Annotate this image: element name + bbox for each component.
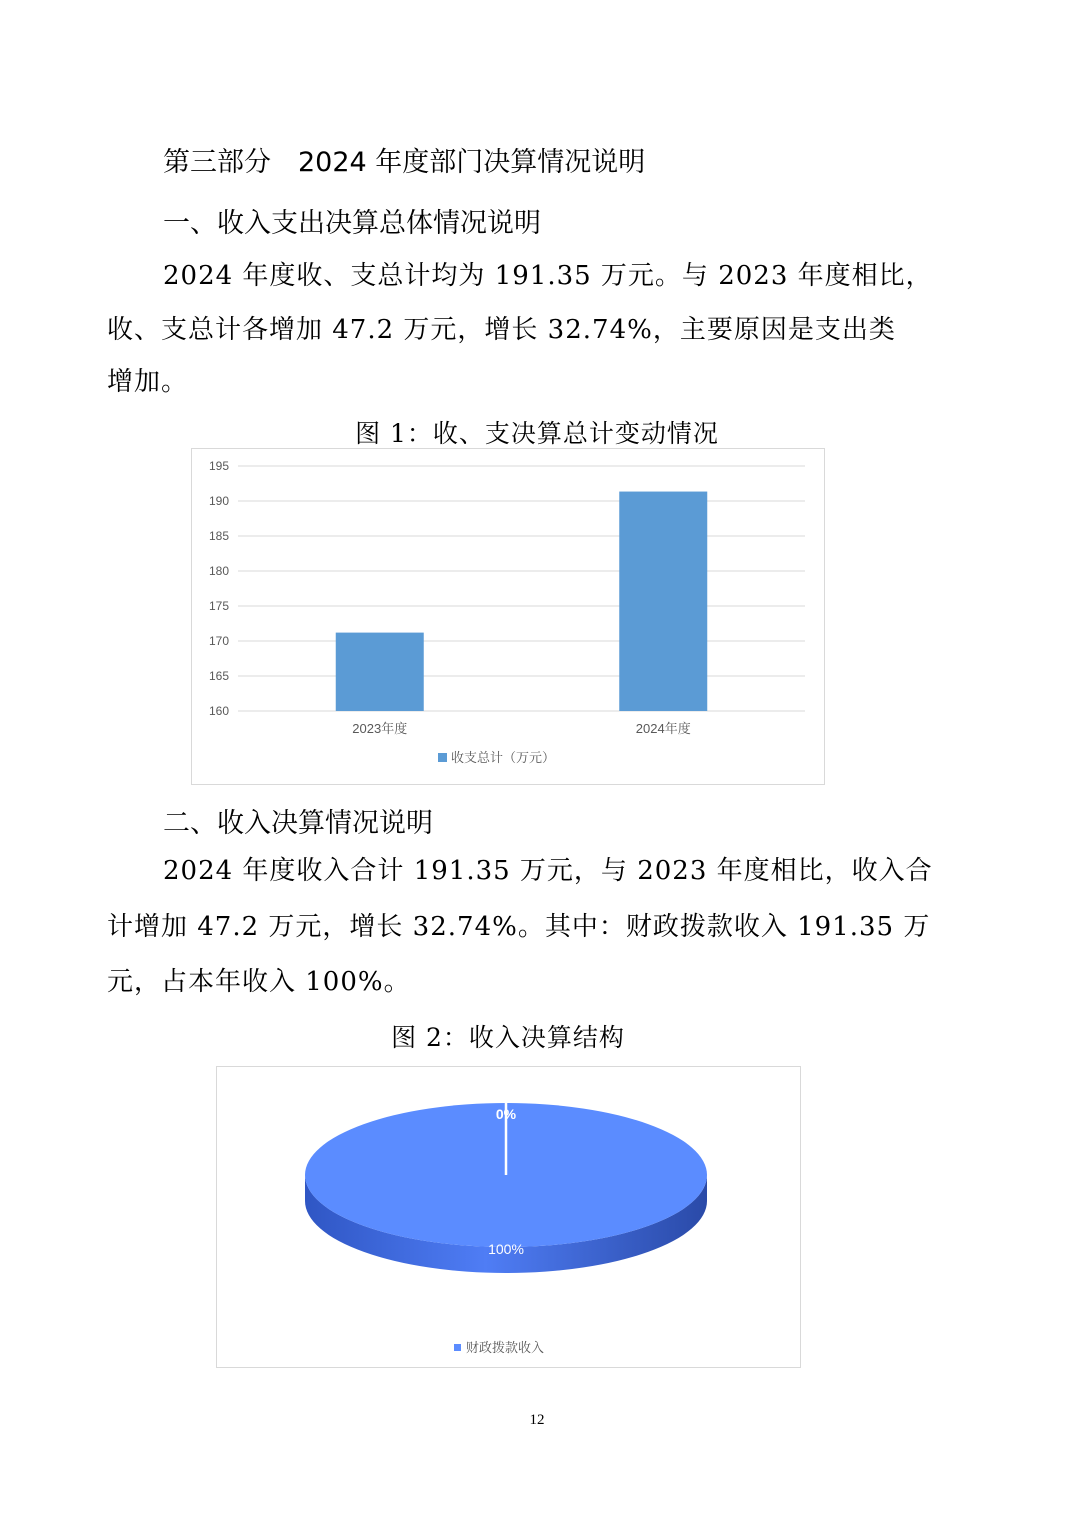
pie-legend-swatch bbox=[454, 1344, 461, 1351]
section1-heading: 一、收入支出决算总体情况说明 bbox=[163, 208, 541, 239]
pie-data-label-1: 0% bbox=[495, 1106, 517, 1122]
page-number: 12 bbox=[529, 1412, 545, 1428]
section1-line-1: 2024 年度收、支总计均为 191.35 万元。与 2023 年度相比， bbox=[163, 261, 933, 291]
y-tick-label-0: 160 bbox=[208, 704, 229, 718]
bar-chart-figure bbox=[191, 448, 825, 785]
section2-line-1: 2024 年度收入合计 191.35 万元，与 2023 年度相比，收入合 bbox=[163, 856, 933, 886]
section1-line-3: 增加。 bbox=[107, 367, 189, 397]
y-tick-label-2: 170 bbox=[208, 634, 229, 648]
x-tick-label-0: 2023年度 bbox=[352, 721, 408, 736]
y-tick-label-5: 185 bbox=[208, 529, 229, 543]
bar-chart bbox=[192, 449, 824, 784]
y-tick-label-6: 190 bbox=[208, 494, 229, 508]
section2-line-3: 元，占本年收入 100%。 bbox=[107, 967, 411, 997]
y-tick-label-3: 175 bbox=[208, 599, 229, 613]
bar-1 bbox=[619, 492, 707, 711]
section2-heading: 二、收入决算情况说明 bbox=[163, 808, 433, 839]
figure1-caption: 图 1：收、支决算总计变动情况 bbox=[355, 419, 719, 448]
bar-0 bbox=[336, 633, 424, 711]
part-title: 第三部分 2024 年度部门决算情况说明 bbox=[163, 147, 646, 178]
legend-swatch bbox=[438, 753, 447, 762]
y-tick-label-4: 180 bbox=[208, 564, 229, 578]
legend-label: 收支总计（万元） bbox=[451, 750, 556, 765]
pie-data-label-0: 100% bbox=[488, 1241, 524, 1257]
pie-chart-figure bbox=[216, 1066, 801, 1368]
y-tick-label-1: 165 bbox=[208, 669, 229, 683]
x-tick-label-1: 2024年度 bbox=[635, 721, 691, 736]
section1-line-2: 收、支总计各增加 47.2 万元，增长 32.74%，主要原因是支出类 bbox=[107, 315, 896, 345]
pie-legend-label: 财政拨款收入 bbox=[466, 1340, 545, 1355]
y-tick-label-7: 195 bbox=[208, 459, 229, 473]
section2-line-2: 计增加 47.2 万元，增长 32.74%。其中：财政拨款收入 191.35 万 bbox=[107, 912, 931, 942]
pie-chart bbox=[217, 1067, 800, 1367]
figure2-caption: 图 2：收入决算结构 bbox=[391, 1023, 625, 1052]
